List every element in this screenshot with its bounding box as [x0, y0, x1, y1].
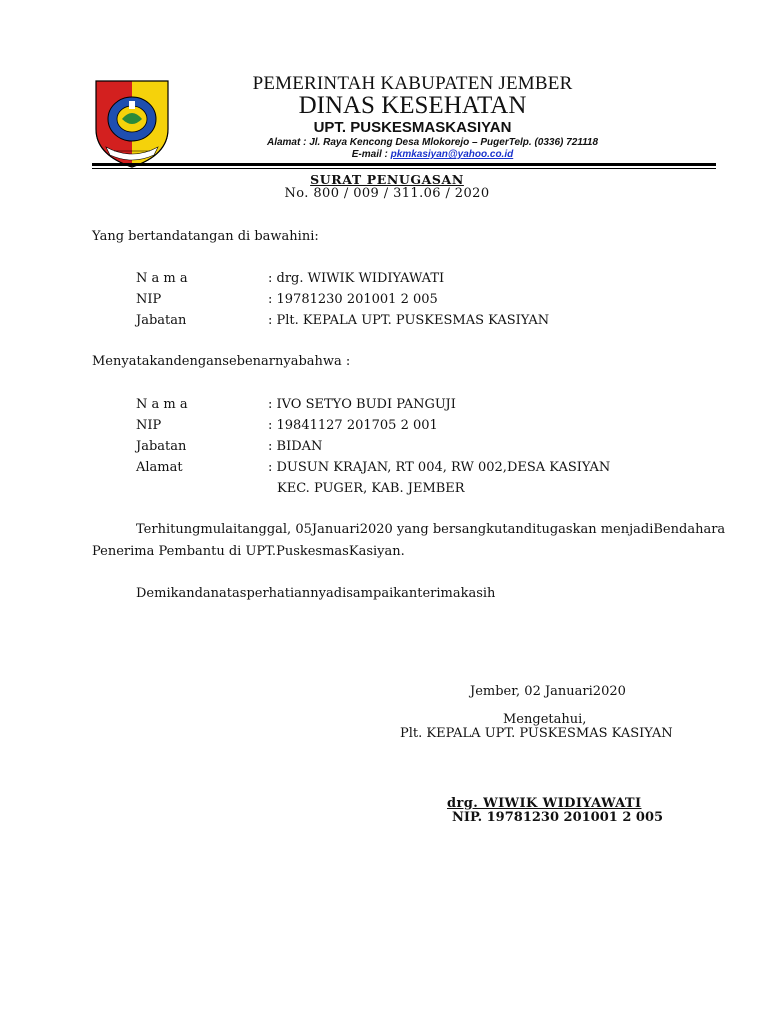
- signer-nip-value: : 19781230 201001 2 005: [268, 292, 438, 307]
- letter-body-line1: Terhitungmulaitanggal, 05Januari2020 yang bersangkutanditugaskan menjadiBendahara: [136, 522, 726, 537]
- assignee-alamat-value: : DUSUN KRAJAN, RT 004, RW 002,DESA KASIYAN: [268, 460, 611, 475]
- letter-closing: Demikandanatasperhatiannyadisampaikanterimakasih: [136, 586, 496, 601]
- assignee-alamat-label: Alamat: [136, 460, 183, 475]
- header-divider-thick: [92, 163, 716, 166]
- assignee-jabatan-value: : BIDAN: [268, 439, 323, 454]
- assignee-name-value: : IVO SETYO BUDI PANGUJI: [268, 397, 456, 412]
- header-government: PEMERINTAH KABUPATEN JEMBER: [252, 73, 573, 94]
- assignee-name-label: N a m a: [136, 397, 188, 412]
- signature-position: Plt. KEPALA UPT. PUSKESMAS KASIYAN: [400, 726, 673, 741]
- header-email-link[interactable]: pkmkasiyan@yahoo.co.id: [390, 149, 514, 160]
- signer-name-label: N a m a: [136, 271, 188, 286]
- jember-regency-logo: [92, 77, 172, 169]
- signature-acknowledged: Mengetahui,: [503, 712, 587, 727]
- assignee-jabatan-label: Jabatan: [136, 439, 187, 454]
- assignee-nip-label: NIP: [136, 418, 162, 433]
- header-agency: DINAS KESEHATAN: [298, 92, 527, 119]
- letter-number: No. 800 / 009 / 311.06 / 2020: [284, 186, 490, 201]
- signature-place-date: Jember, 02 Januari2020: [470, 684, 626, 699]
- signer-jabatan-value: : Plt. KEPALA UPT. PUSKESMAS KASIYAN: [268, 313, 550, 328]
- header-email-label: E-mail :: [351, 149, 391, 160]
- header-divider-thin: [92, 168, 716, 169]
- signer-jabatan-label: Jabatan: [136, 313, 187, 328]
- letter-intro: Yang bertandatangan di bawahini:: [92, 229, 319, 244]
- signer-nip-label: NIP: [136, 292, 162, 307]
- letter-statement: Menyatakandengansebenarnyabahwa :: [92, 354, 351, 369]
- letter-body-line2: Penerima Pembantu di UPT.PuskesmasKasiyan.: [92, 544, 405, 559]
- letter-title: SURAT PENUGASAN: [310, 172, 464, 187]
- signature-name: drg. WIWIK WIDIYAWATI: [447, 796, 642, 811]
- header-address: Alamat : Jl. Raya Kencong Desa Mlokorejo – PugerTelp. (0336) 721118: [266, 137, 599, 148]
- signer-name-value: : drg. WIWIK WIDIYAWATI: [268, 271, 445, 286]
- signature-nip: NIP. 19781230 201001 2 005: [452, 810, 664, 825]
- header-email-line: [210, 149, 655, 160]
- assignee-nip-value: : 19841127 201705 2 001: [268, 418, 438, 433]
- assignee-alamat-value-line2: KEC. PUGER, KAB. JEMBER: [277, 481, 465, 496]
- header-unit: UPT. PUSKESMASKASIYAN: [313, 119, 512, 136]
